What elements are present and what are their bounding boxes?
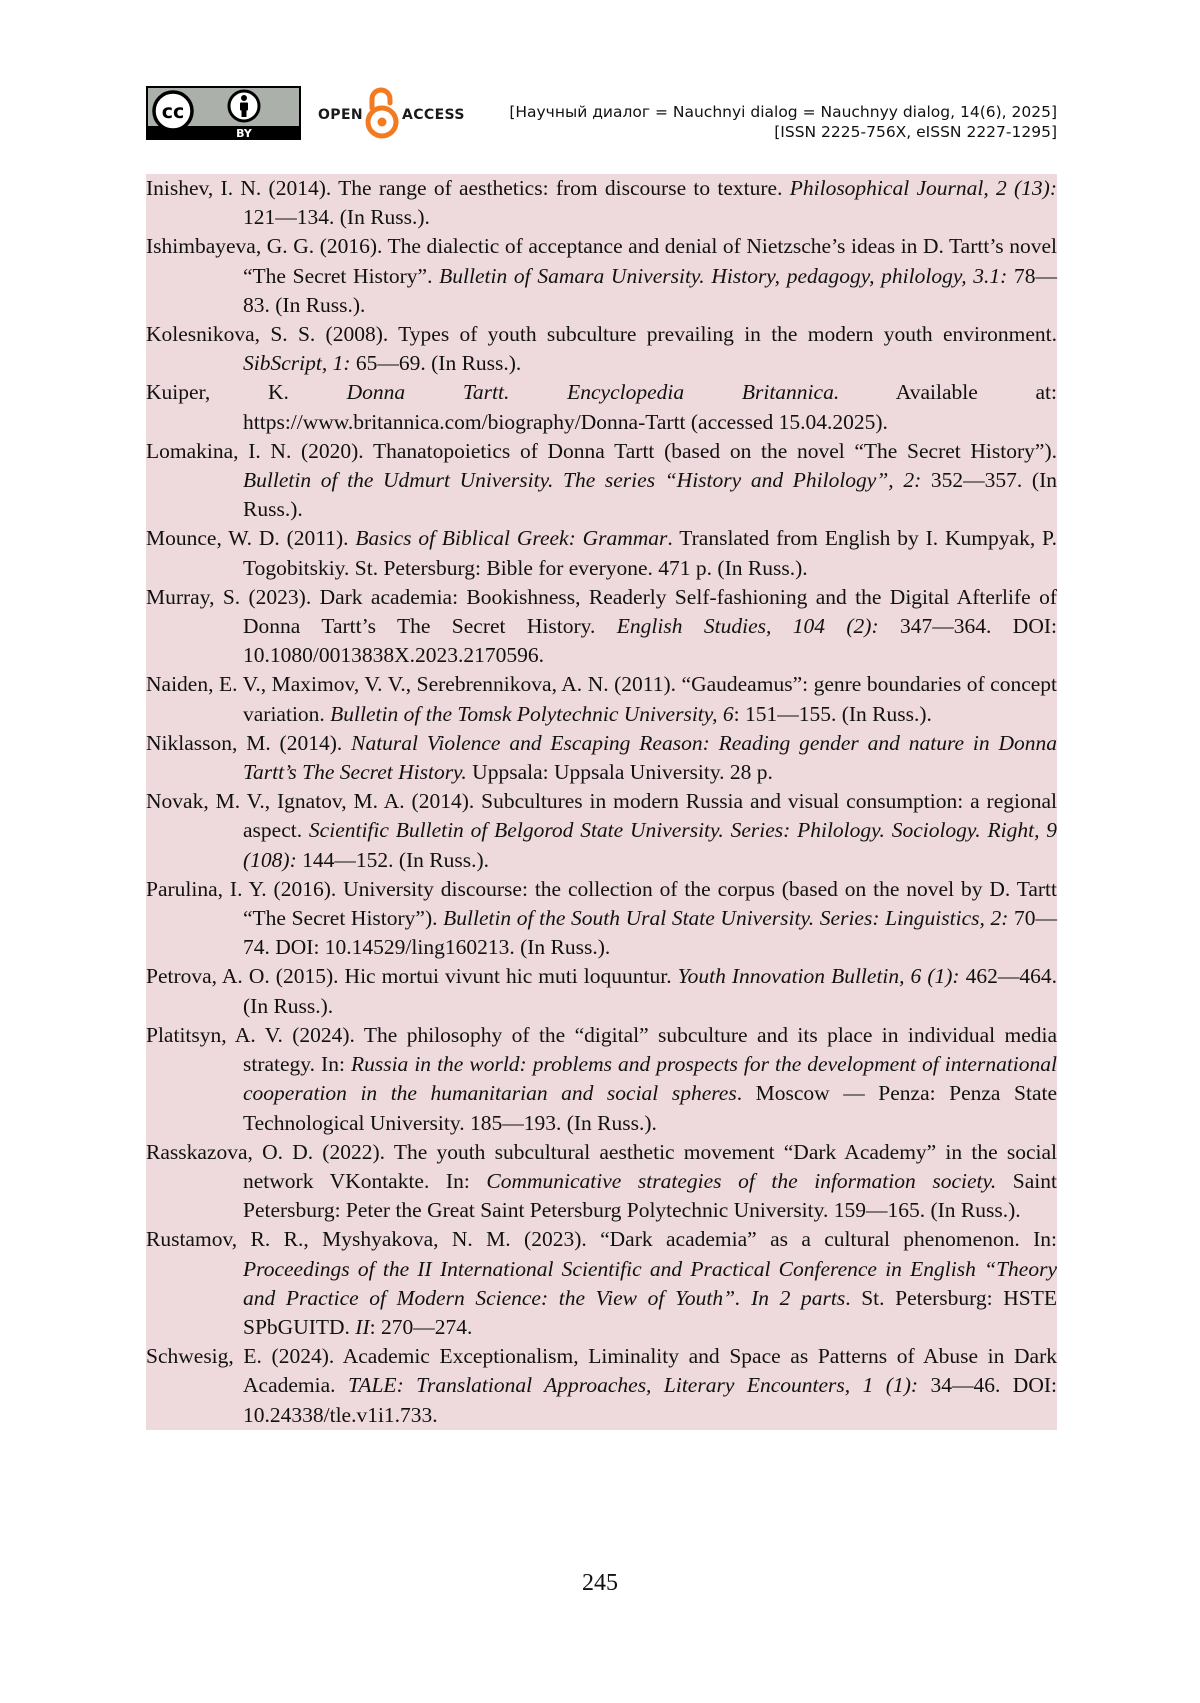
reference-segment: Ishimbayeva, G. G. (2016). The dialectic of acceptance and denial of Nietzsche’s ideas in D. Tartt’s novel “The Secret History”. (146, 234, 1057, 288)
reference-segment: Rustamov, R. R., Myshyakova, N. M. (2023). “Dark academia” as a cultural phenomenon. In: (146, 1227, 1057, 1252)
reference-segment: . St. Petersburg: HSTE SPbGUITD. (243, 1285, 1058, 1339)
reference-segment: 78—83. (In Russ.). (243, 263, 1057, 317)
reference-segment: 70—74. DOI: 10.14529/ling160213. (In Russ.). (243, 906, 1058, 960)
reference-entry (146, 437, 1057, 525)
reference-entry (146, 232, 1057, 320)
reference-italic-segment: Natural Violence and Escaping Reason: Reading gender and nature in Donna Tartt’s The Secret History. (243, 730, 1058, 785)
reference-segment: Kolesnikova, S. S. (2008). Types of youth subculture prevailing in the modern youth environment. (146, 322, 1057, 347)
reference-entry (146, 787, 1057, 875)
open-access-right-text: ACCESS (402, 107, 465, 123)
journal-citation (509, 102, 1057, 142)
open-access-logo (318, 86, 468, 140)
reference-italic-segment: Youth Innovation Bulletin, 6 (1): (677, 964, 960, 989)
reference-italic-segment: Bulletin of the Udmurt University. The series “History and Philology”, 2: (243, 468, 922, 493)
reference-segment: Petrova, A. O. (2015). Hic mortui vivunt hic muti loquuntur. (146, 964, 678, 989)
page-header (146, 84, 1057, 144)
reference-segment: Novak, M. V., Ignatov, M. A. (2014). Subcultures in modern Russia and visual consumption: a regional aspect. (146, 789, 1057, 843)
reference-segment: . Translated from English by I. Kumpyak, P. Togobitskiy. St. Petersburg: Bible for everyone. 471 p. (In Russ.). (243, 526, 1057, 580)
reference-segment: Parulina, I. Y. (2016). University discourse: the collection of the corpus (based on the novel by D. Tartt “The Secret History”). (146, 876, 1057, 931)
reference-segment: 462—464. (In Russ.). (243, 964, 1058, 1018)
reference-entry (146, 670, 1057, 728)
reference-segment: Saint Petersburg: Peter the Great Saint Petersburg Polytechnic University. 159—165. (In Russ.). (243, 1168, 1057, 1223)
cc-by-license-badge[interactable] (146, 86, 301, 140)
reference-entry (146, 875, 1057, 963)
reference-italic-segment: II (355, 1314, 370, 1339)
open-access-left-text: OPEN (318, 107, 364, 123)
reference-segment: 144—152. (In Russ.). (296, 847, 490, 872)
reference-italic-segment: Bulletin of the South Ural State University. Series: Linguistics, 2: (443, 906, 1009, 931)
issn-line: [ISSN 2225-756X, eISSN 2227-1295] (774, 123, 1057, 141)
reference-italic-segment: Basics of Biblical Greek: Grammar (355, 526, 668, 551)
reference-italic-segment: Bulletin of the Tomsk Polytechnic University, 6 (330, 701, 734, 726)
reference-segment: Rasskazova, O. D. (2022). The youth subcultural aesthetic movement “Dark Academy” in the social network VKontakte. In: (146, 1139, 1057, 1193)
open-lock-icon (364, 86, 400, 140)
reference-entry (146, 524, 1057, 582)
page-number: 245 (582, 1570, 618, 1596)
reference-segment: Naiden, E. V., Maximov, V. V., Serebrennikova, A. N. (2011). “Gaudeamus”: genre boundaries of concept variation. (146, 672, 1057, 726)
reference-segment: : 270—274. (369, 1314, 473, 1339)
reference-italic-segment: Communicative strategies of the information society. (486, 1168, 997, 1193)
reference-segment: 121—134. (In Russ.). (243, 205, 430, 230)
reference-segment: 65—69. (In Russ.). (350, 351, 522, 376)
reference-segment: Murray, S. (2023). Dark academia: Bookishness, Readerly Self-fashioning and the Digital Afterlife of Donna Tartt’s The Secret History. (146, 584, 1057, 639)
reference-entry (146, 1342, 1057, 1430)
reference-segment: Lomakina, I. N. (2020). Thanatopoietics of Donna Tartt (based on the novel “The Secret History”). (146, 438, 1057, 463)
reference-italic-segment: TALE: Translational Approaches, Literary Encounters, 1 (1): (347, 1373, 919, 1398)
reference-entry (146, 378, 1057, 436)
reference-italic-segment: Donna Tartt. Encyclopedia Britannica. (346, 380, 840, 405)
reference-entry (146, 1225, 1057, 1342)
reference-entry (146, 1021, 1057, 1138)
reference-segment: Schwesig, E. (2024). Academic Exceptionalism, Liminality and Space as Patterns of Abuse in Dark Academia. (146, 1344, 1057, 1398)
reference-italic-segment: Philosophical Journal, 2 (13): (789, 176, 1057, 200)
reference-italic-segment: Bulletin of Samara University. History, pedagogy, philology, 3.1: (439, 263, 1008, 288)
reference-segment: Platitsyn, A. V. (2024). The philosophy of the “digital” subculture and its place in individual media strategy. In: (146, 1022, 1057, 1077)
reference-entry (146, 1138, 1057, 1226)
reference-segment: Kuiper, K. (146, 380, 347, 405)
reference-segment: 352—357. (In Russ.). (243, 468, 1057, 522)
reference-italic-segment: English Studies, 104 (2): (616, 614, 879, 639)
reference-entry (146, 729, 1057, 787)
reference-segment: : 151—155. (In Russ.). (733, 701, 932, 726)
citation-line: [Научный диалог = Nauchnyi dialog = Nauchnyy dialog, 14(6), 2025] (509, 103, 1057, 121)
reference-entry (146, 583, 1057, 671)
reference-segment: 34—46. DOI: 10.24338/tle.v1i1.733. (243, 1373, 1057, 1427)
svg-text:cc: cc (161, 101, 185, 123)
cc-icon (154, 92, 192, 130)
reference-segment: Mounce, W. D. (2011). (146, 526, 356, 551)
reference-segment: Inishev, I. N. (2014). The range of aesthetics: from discourse to texture. (146, 176, 790, 200)
reference-segment: 347—364. DOI: 10.1080/0013838X.2023.2170596. (243, 614, 1057, 668)
reference-list (146, 174, 1057, 1430)
reference-entry (146, 174, 1057, 232)
reference-italic-segment: Proceedings of the II International Scientific and Practical Conference in English “Theory and Practice of Modern Science: the View of Youth”. In 2 parts (243, 1256, 1057, 1310)
person-icon (229, 91, 259, 121)
reference-segment: Uppsala: Uppsala University. 28 p. (466, 760, 773, 785)
reference-italic-segment: Russia in the world: problems and prospects for the development of international cooperation in the humanitarian and social spheres (243, 1052, 1057, 1106)
reference-segment: . Moscow — Penza: Penza State Technological University. 185—193. (In Russ.). (243, 1081, 1058, 1135)
reference-entry (146, 320, 1057, 378)
reference-italic-segment: Scientific Bulletin of Belgorod State University. Series: Philology. Sociology. Right, 9 (108): (243, 818, 1058, 872)
reference-entry (146, 962, 1057, 1020)
reference-segment: Niklasson, M. (2014). (146, 730, 352, 755)
reference-italic-segment: SibScript, 1: (243, 351, 351, 376)
license-label: BY (236, 127, 252, 140)
reference-segment: Available at: https://www.britannica.com/biography/Donna-Tartt (accessed 15.04.2025). (243, 380, 1057, 434)
